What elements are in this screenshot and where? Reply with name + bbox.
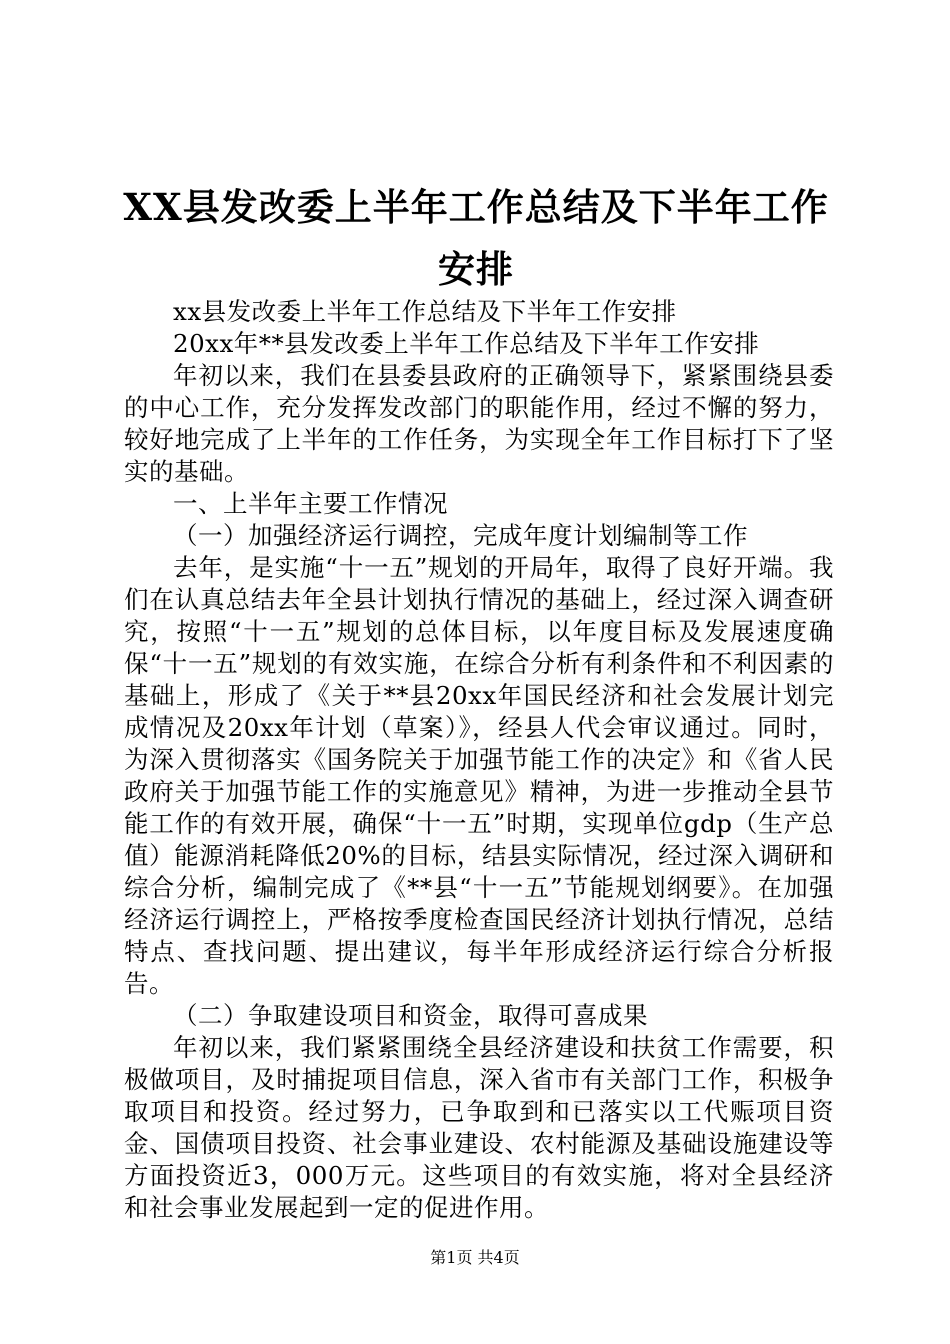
section-heading-1: 一、上半年主要工作情况 [173, 489, 448, 518]
page-number: 第1页 共4页 [430, 1248, 520, 1267]
document-title: XX县发改委上半年工作总结及下半年工作安排 [123, 185, 829, 291]
subsection-heading-1: （一）加强经济运行调控，完成年度计划编制等工作 [173, 521, 748, 550]
subtitle-line-2: 20xx年**县发改委上半年工作总结及下半年工作安排 [173, 329, 760, 358]
subtitle-line-1: xx县发改委上半年工作总结及下半年工作安排 [173, 297, 677, 326]
body-paragraph-2: 年初以来，我们紧紧围绕全县经济建设和扶贫工作需要，积极做项目，及时捕捉项目信息，深入省市有关部门工作，积极争取项目和投资。经过努力，已争取到和已落实以工代赈项目资金、国债项目投资、社会事业建设、农村能源及基础设施建设等方面投资近3，000万元。这些项目的有效实施，将对全县经济和社会事业发展起到一定的促进作用。 [124, 1033, 834, 1222]
subsection-heading-2: （二）争取建设项目和资金，取得可喜成果 [173, 1001, 648, 1030]
document-body [124, 296, 834, 1224]
body-paragraph-1: 去年，是实施“十一五”规划的开局年，取得了良好开端。我们在认真总结去年全县计划执行情况的基础上，经过深入调查研究，按照“十一五”规划的总体目标，以年度目标及发展速度确保“十一五”规划的有效实施，在综合分析有利条件和不利因素的基础上，形成了《关于**县20xx年国民经济和社会发展计划完成情况及20xx年计划（草案）》，经县人代会审议通过。同时，为深入贯彻落实《国务院关于加强节能工作的决定》和《省人民政府关于加强节能工作的实施意见》精神，为进一步推动全县节能工作的有效开展，确保“十一五”时期，实现单位gdp（生产总值）能源消耗降低20%的目标，结县实际情况，经过深入调研和综合分析，编制完成了《**县“十一五”节能规划纲要》。在加强经济运行调控上，严格按季度检查国民经济计划执行情况，总结特点、查找问题、提出建议，每半年形成经济运行综合分析报告。 [124, 553, 834, 998]
intro-paragraph: 年初以来，我们在县委县政府的正确领导下，紧紧围绕县委的中心工作，充分发挥发改部门的职能作用，经过不懈的努力，较好地完成了上半年的工作任务，为实现全年工作目标打下了坚实的基础。 [124, 361, 834, 486]
